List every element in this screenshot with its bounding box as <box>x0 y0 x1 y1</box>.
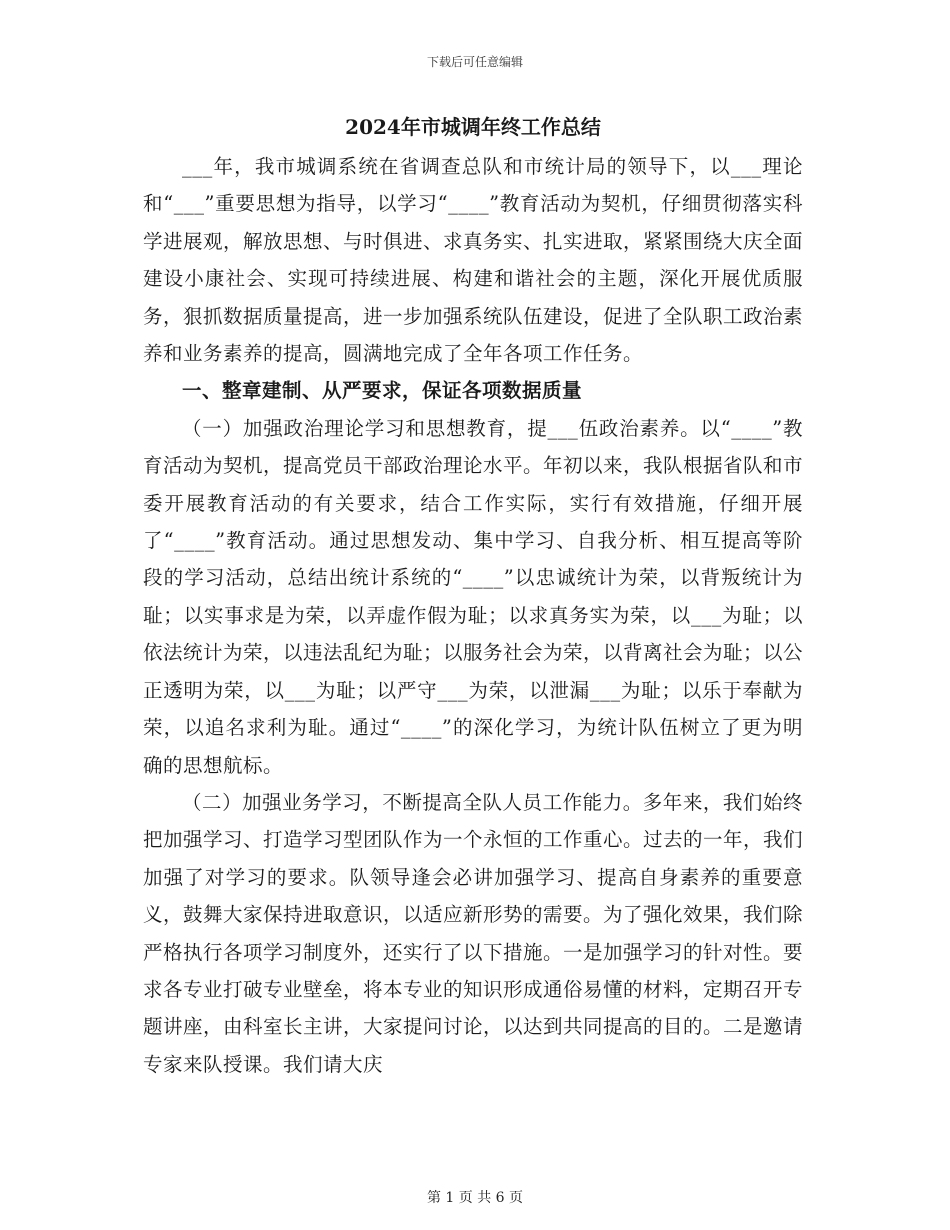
intro-paragraph: ___年，我市城调系统在省调查总队和市统计局的领导下，以___理论和“___”重要思想为指导，以学习“____”教育活动为契机，仔细贯彻落实科学进展观，解放思想、与时俱进、求真务实、扎实进取，紧紧围绕大庆全面建设小康社会、实现可持续进展、构建和谐社会的主题，深化开展优质服务，狠抓数据质量提高，进一步加强系统队伍建设，促进了全队职工政治素养和业务素养的提高，圆满地完成了全年各项工作任务。 <box>143 155 804 366</box>
paragraph-business-study: （二）加强业务学习，不断提高全队人员工作能力。多年来，我们始终把加强学习、打造学习型团队作为一个永恒的工作重心。过去的一年，我们加强了对学习的要求。队领导逢会必讲加强学习、提高自身素养的重要意义，鼓舞大家保持进取意识，以适应新形势的需要。为了强化效果，我们除严格执行各项学习制度外，还实行了以下措施。一是加强学习的针对性。要求各专业打破专业壁垒，将本专业的知识形成通俗易懂的材料，定期召开专题讲座，由科室长主讲，大家提问讨论，以达到共同提高的目的。二是邀请专家来队授课。我们请大庆 <box>143 790 804 1076</box>
page-header-note: 下载后可任意编辑 <box>426 55 523 69</box>
paragraph-political-study: （一）加强政治理论学习和思想教育，提___伍政治素养。以“____”教育活动为契机，提高党员干部政治理论水平。年初以来，我队根据省队和市委开展教育活动的有关要求，结合工作实际，实行有效措施，仔细开展了“____”教育活动。通过思想发动、集中学习、自我分析、相互提高等阶段的学习活动，总结出统计系统的“____”以忠诚统计为荣，以背叛统计为耻；以实事求是为荣，以弄虚作假为耻；以求真务实为荣，以___为耻；以依法统计为荣，以违法乱纪为耻；以服务社会为荣，以背离社会为耻；以公正透明为荣，以___为耻；以严守___为荣，以泄漏___为耻；以乐于奉献为荣，以追名求利为耻。通过“____”的深化学习，为统计队伍树立了更为明确的思想航标。 <box>143 416 804 777</box>
section-heading-1: 一、整章建制、从严要求，保证各项数据质量 <box>182 379 583 403</box>
document-page <box>143 112 803 1083</box>
page-number: 第 1 页 共 6 页 <box>426 1190 524 1206</box>
document-title: 2024年市城调年终工作总结 <box>345 115 601 139</box>
